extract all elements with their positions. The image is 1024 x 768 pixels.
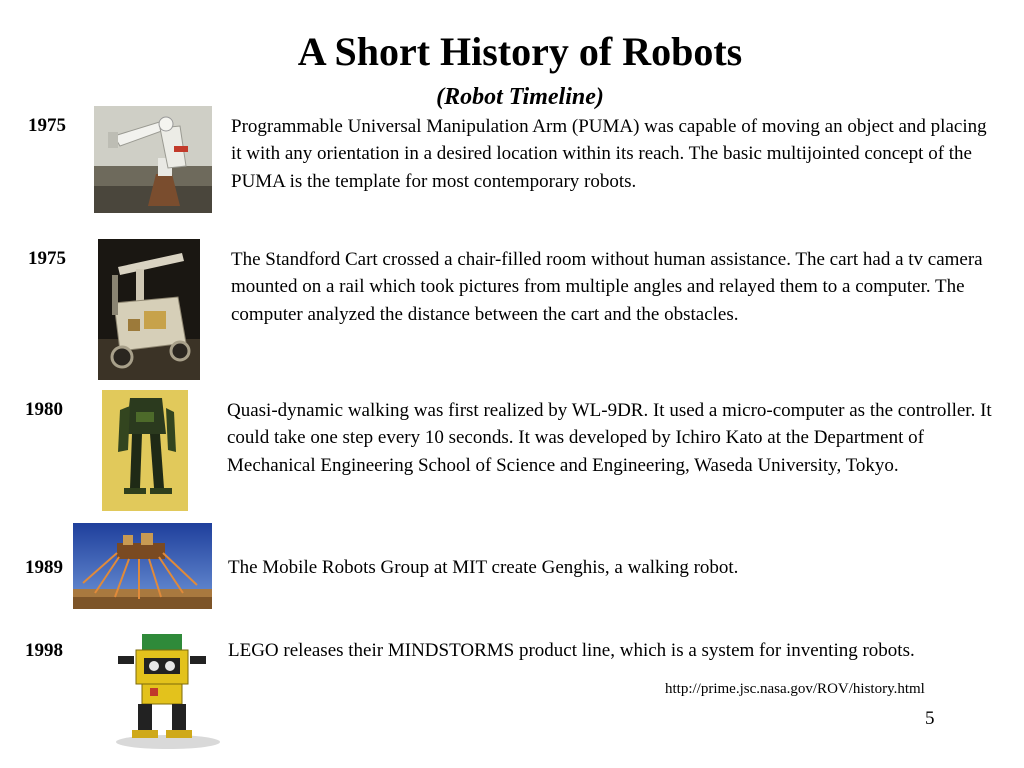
timeline-year: 1975 [28, 248, 66, 269]
timeline-description: LEGO releases their MINDSTORMS product line, which is a system for inventing robots. [228, 640, 915, 661]
source-url: http://prime.jsc.nasa.gov/ROV/history.html [665, 681, 925, 697]
lego-mindstorms-robot-photo [98, 630, 226, 750]
timeline-description: The Mobile Robots Group at MIT create Genghis, a walking robot. [228, 557, 739, 578]
timeline-year: 1975 [28, 115, 66, 136]
wl-9dr-walking-robot-photo [102, 390, 188, 511]
puma-robot-arm-photo [94, 106, 212, 213]
timeline-year: 1989 [25, 557, 63, 578]
timeline-description: Quasi-dynamic walking was first realized by WL-9DR. It used a micro-computer as the controller. It could take one step every 10 seconds. It was developed by Ichiro Kato at the Department of Mechanical Engineering School of Science and Engineering, Waseda University, Tokyo. [227, 400, 992, 476]
timeline-year: 1998 [25, 640, 63, 661]
slide-title: A Short History of Robots [297, 29, 743, 74]
slide-subtitle: (Robot Timeline) [436, 84, 604, 110]
timeline-year: 1980 [25, 399, 63, 420]
genghis-robot-photo [73, 523, 212, 609]
stanford-cart-photo [98, 239, 200, 380]
timeline-description: Programmable Universal Manipulation Arm (PUMA) was capable of moving an object and placing it with any orientation in a desired location within its reach. The basic multijointed concept of the PUMA is the template for most contemporary robots. [231, 116, 987, 192]
page-number: 5 [925, 708, 935, 729]
timeline-description: The Standford Cart crossed a chair-filled room without human assistance. The cart had a tv camera mounted on a rail which took pictures from multiple angles and relayed them to a computer. The computer analyzed the distance between the cart and the obstacles. [231, 249, 983, 325]
